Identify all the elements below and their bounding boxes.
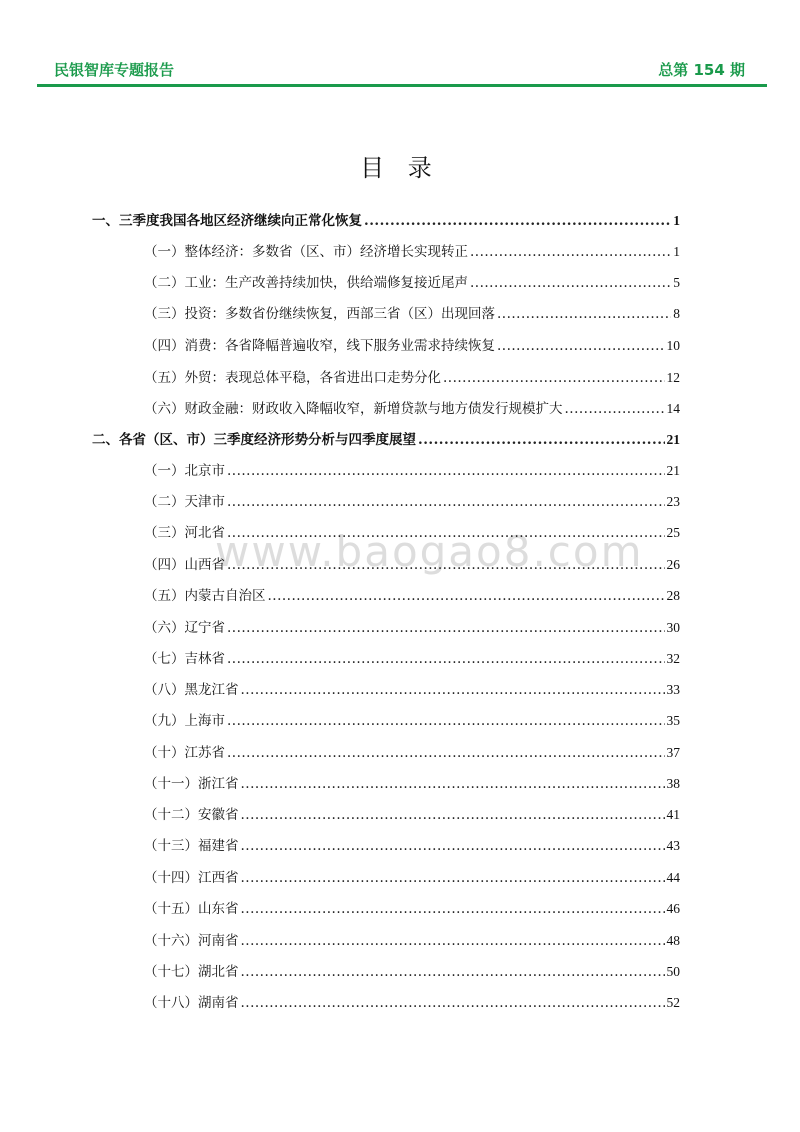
toc-entry[interactable] (144, 490, 680, 512)
toc-leader-dots (470, 244, 671, 260)
toc-entry[interactable] (144, 709, 680, 731)
toc-entry[interactable] (144, 772, 680, 794)
toc-page-number: 33 (666, 682, 680, 697)
toc-leader-dots (241, 838, 665, 854)
toc-leader-dots (268, 588, 665, 604)
toc-leader-dots (241, 901, 665, 917)
toc-entry-title: （四）消费：各省降幅普遍收窄，线下服务业需求持续恢复 (144, 338, 495, 354)
page-header (37, 56, 767, 87)
toc-page-number: 8 (673, 306, 680, 321)
toc-page-number: 1 (673, 244, 680, 259)
toc-entry-title: （九）上海市 (144, 713, 225, 729)
toc-leader-dots (241, 933, 665, 949)
toc-leader-dots (241, 682, 665, 698)
toc-entry[interactable] (144, 366, 680, 388)
toc-entry-title: （十七）湖北省 (144, 964, 239, 980)
toc-page-number: 52 (666, 995, 680, 1010)
toc-entry[interactable] (144, 741, 680, 763)
toc-leader-dots (364, 213, 671, 229)
toc-entry[interactable] (144, 897, 680, 919)
toc-leader-dots (227, 557, 665, 573)
toc-page-number: 44 (666, 870, 680, 885)
toc-entry-title: （五）外贸：表现总体平稳，各省进出口走势分化 (144, 370, 441, 386)
toc-page-number: 50 (666, 964, 680, 979)
toc-page-number: 38 (666, 776, 680, 791)
toc-leader-dots (227, 651, 665, 667)
toc-entry-title: （二）工业：生产改善持续加快，供给端修复接近尾声 (144, 275, 468, 291)
toc-entry[interactable] (144, 616, 680, 638)
toc-leader-dots (497, 338, 665, 354)
toc-page-number: 25 (666, 525, 680, 540)
toc-page-number: 48 (666, 933, 680, 948)
toc-entry[interactable] (144, 553, 680, 575)
toc-entry-title: （十六）河南省 (144, 933, 239, 949)
toc-page-number: 21 (666, 432, 680, 447)
toc-page-number: 30 (666, 620, 680, 635)
toc-leader-dots (241, 807, 665, 823)
toc-entry-title: （十三）福建省 (144, 838, 239, 854)
toc-page-number: 43 (666, 838, 680, 853)
toc-entry[interactable] (144, 991, 680, 1013)
toc-leader-dots (227, 745, 665, 761)
toc-entry[interactable] (144, 584, 680, 606)
toc-entry[interactable] (144, 459, 680, 481)
toc-entry[interactable] (144, 240, 680, 262)
toc-page-number: 23 (666, 494, 680, 509)
issue-number: 总第 154 期 (658, 61, 745, 79)
toc-leader-dots (241, 776, 665, 792)
toc-leader-dots (227, 525, 665, 541)
toc-page-number: 37 (666, 745, 680, 760)
toc-entry[interactable] (92, 209, 680, 231)
toc-page-number: 1 (673, 213, 680, 228)
toc-leader-dots (241, 995, 665, 1011)
toc-entry[interactable] (144, 521, 680, 543)
toc-entry[interactable] (92, 428, 680, 450)
toc-leader-dots (241, 870, 665, 886)
toc-entry-title: （十一）浙江省 (144, 776, 239, 792)
toc-leader-dots (443, 370, 665, 386)
toc-page-number: 35 (666, 713, 680, 728)
toc-entry[interactable] (144, 647, 680, 669)
toc-entry[interactable] (144, 678, 680, 700)
toc-leader-dots (227, 463, 665, 479)
toc-page-number: 41 (666, 807, 680, 822)
toc-leader-dots (418, 432, 665, 448)
toc-entry-title: （十四）江西省 (144, 870, 239, 886)
watermark: www.baogao8.com (215, 527, 644, 576)
toc-entry[interactable] (144, 834, 680, 856)
toc-entry[interactable] (144, 803, 680, 825)
toc-entry[interactable] (144, 397, 680, 419)
toc-page-number: 14 (666, 401, 680, 416)
toc-page-number: 28 (666, 588, 680, 603)
toc-entry-title: （一）北京市 (144, 463, 225, 479)
toc-leader-dots (227, 713, 665, 729)
toc-entry[interactable] (144, 960, 680, 982)
toc-entry-title: （四）山西省 (144, 557, 225, 573)
toc-entry-title: （十五）山东省 (144, 901, 239, 917)
toc-entry[interactable] (144, 866, 680, 888)
toc-entry-title: （三）投资：多数省份继续恢复，西部三省（区）出现回落 (144, 306, 495, 322)
toc-entry-title: （六）财政金融：财政收入降幅收窄，新增贷款与地方债发行规模扩大 (144, 401, 563, 417)
toc-leader-dots (565, 401, 665, 417)
toc-entry-title: （八）黑龙江省 (144, 682, 239, 698)
toc-entry-title: 一、三季度我国各地区经济继续向正常化恢复 (92, 213, 362, 229)
toc-leader-dots (227, 494, 665, 510)
toc-entry[interactable] (144, 271, 680, 293)
toc-entry-title: 二、各省（区、市）三季度经济形势分析与四季度展望 (92, 432, 416, 448)
toc-page-number: 46 (666, 901, 680, 916)
toc-entry-title: （一）整体经济：多数省（区、市）经济增长实现转正 (144, 244, 468, 260)
toc-page-number: 5 (673, 275, 680, 290)
toc-entry-title: （十）江苏省 (144, 745, 225, 761)
toc-page-number: 32 (666, 651, 680, 666)
toc-entry-title: （三）河北省 (144, 525, 225, 541)
toc-leader-dots (227, 620, 665, 636)
toc-leader-dots (497, 306, 671, 322)
toc-entry-title: （十二）安徽省 (144, 807, 239, 823)
toc-entry-title: （十八）湖南省 (144, 995, 239, 1011)
toc-page-number: 21 (666, 463, 680, 478)
report-series-title: 民银智库专题报告 (54, 61, 175, 79)
toc-entry-title: （五）内蒙古自治区 (144, 588, 266, 604)
toc-entry[interactable] (144, 302, 680, 324)
page-title: 目 录 (360, 154, 440, 182)
toc-page-number: 12 (666, 370, 680, 385)
toc-entry[interactable] (144, 334, 680, 356)
toc-entry[interactable] (144, 929, 680, 951)
toc-entry-title: （六）辽宁省 (144, 620, 225, 636)
toc-entry-title: （七）吉林省 (144, 651, 225, 667)
toc-entry-title: （二）天津市 (144, 494, 225, 510)
toc-page-number: 10 (666, 338, 680, 353)
toc-leader-dots (241, 964, 665, 980)
toc-leader-dots (470, 275, 671, 291)
toc-page-number: 26 (666, 557, 680, 572)
